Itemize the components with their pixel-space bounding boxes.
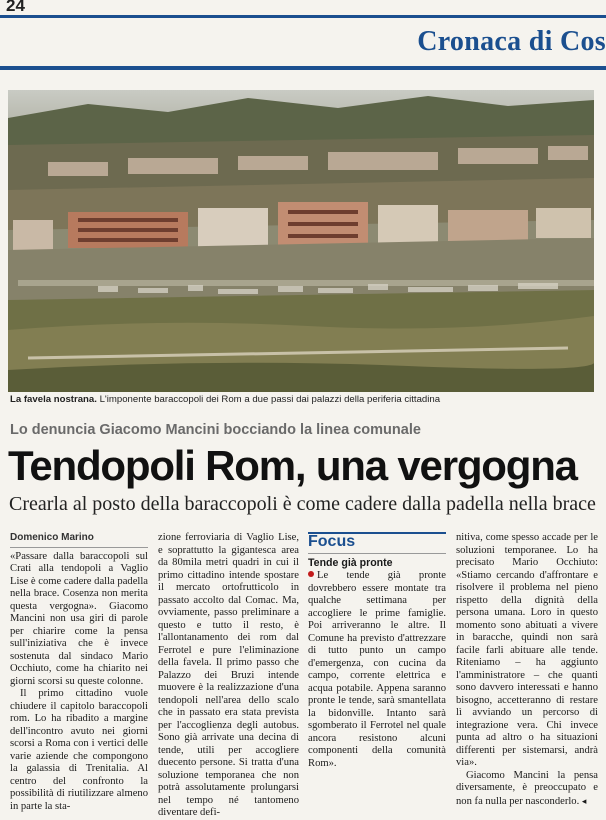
header-rule — [0, 15, 606, 18]
paragraph: zione ferroviaria di Vaglio Lise, e soprattutto la gigantesca area da 80mila metri quadri in cui il primo cittadino intende spostare il mercato ortofrutticolo in passato accolto dal Comac. Ma, ovviamente, passo preliminare a questo e tutto il resto, è l'allontanamento dei rom dal Ferrotel e pure l'eliminazione della favela. Il primo passo che Palazzo dei Bruzi intende muovere è la realizzazione d'una tendopoli nell'area dello scalo che in passato era stata prevista per l'accoglienza degli autobus. Sono già arrivate una decina di tende, utili per accogliere duecento persone. Si tratta d'una soluzione temporanea che non potrà assolutamente prolungarsi nel tempo né tantomeno diventare defi- — [158, 532, 299, 818]
article-column-2 — [158, 532, 299, 820]
paragraph: Il primo cittadino vuole chiudere il capitolo baraccopoli rom. Lo ha ribadito a margine dell'incontro avuto nei giorni scorsi a Roma con i vertici delle varie aziende che compongono la galassia di Trenitalia. Al centro del confronto la possibilità di riutilizzare almeno in parte la sta- — [10, 688, 148, 812]
focus-text: Le tende già pronte dovrebbero essere montate tra qualche settimana per accogliere le prime famiglie. Poi arriveranno le altre. Il Comune ha previsto d'attrezzare di tutto punto un campo d'emergenza, con cucina da campo, corrente elettrica e acqua potabile. Appena saranno pronte le tende, sarà smantellata la bidonville. Intanto sarà sgomberato il Ferrotel nel quale ancora resistono alcuni componenti della comunità Rom». — [308, 570, 446, 769]
bullet-icon — [308, 571, 314, 577]
paragraph — [456, 770, 598, 809]
section-title: Cronaca di Cos — [417, 26, 606, 57]
photo-caption — [10, 394, 596, 405]
caption-lead: La favela nostrana. — [10, 394, 97, 405]
focus-heading: Tende già pronte — [308, 556, 393, 569]
article-column-1 — [10, 532, 148, 813]
page-number: 24 — [6, 0, 25, 15]
article-photo — [8, 90, 594, 392]
paragraph: «Passare dalla baraccopoli sul Crati alla tendopoli a Vaglio Lise è come cadere dalla padella nella brace. Cosenza non merita questa vergogna». Giacomo Mancini non usa giri di parole per chiarire come la pensa sull'iniziativa che è invece sostenuta dal sindaco Mario Occhiuto, come ha chiarito nei giorni scorsi su queste colonne. — [10, 550, 148, 687]
article-headline: Tendopoli Rom, una vergogna — [8, 442, 577, 489]
byline: Domenico Marino — [10, 532, 148, 548]
focus-paragraph — [308, 570, 446, 770]
section-rule — [0, 66, 606, 70]
paragraph-text: Giacomo Mancini la pensa diversamente, è preoccupato e non fa nulla per nasconderlo. — [456, 769, 598, 807]
end-mark-icon: ◂ — [581, 795, 587, 806]
focus-label: Focus — [308, 532, 446, 549]
city-photo-illustration — [8, 90, 594, 392]
article-subhead: Crearla al posto della baraccopoli è come cadere dalla padella nella brace — [9, 493, 596, 515]
caption-text: L'imponente baraccopoli dei Rom a due passi dai palazzi della periferia cittadina — [96, 394, 441, 405]
article-column-4 — [456, 532, 598, 808]
paragraph: nitiva, come spesso accade per le soluzioni temporanee. Lo ha precisato Mario Occhiuto: «Stiamo cercando d'affrontare e risolvere il problema nel pieno rispetto della dignità della persona umana. Loro in questo momento sono abituati a vivere in baracche, quindi non sarà facile farli abituare alle tende. Riteniamo – ha aggiunto l'amministratore – che quanti sono davvero interessati e hanno bisogno, accetteranno di restare lì avviando un percorso di integrazione vera. Chi invece punta ad altro o ha situazioni differenti per sistemarsi, andrà via». — [456, 532, 598, 768]
article-kicker: Lo denuncia Giacomo Mancini bocciando la linea comunale — [10, 422, 421, 438]
focus-content — [308, 553, 446, 771]
focus-box — [308, 532, 446, 770]
